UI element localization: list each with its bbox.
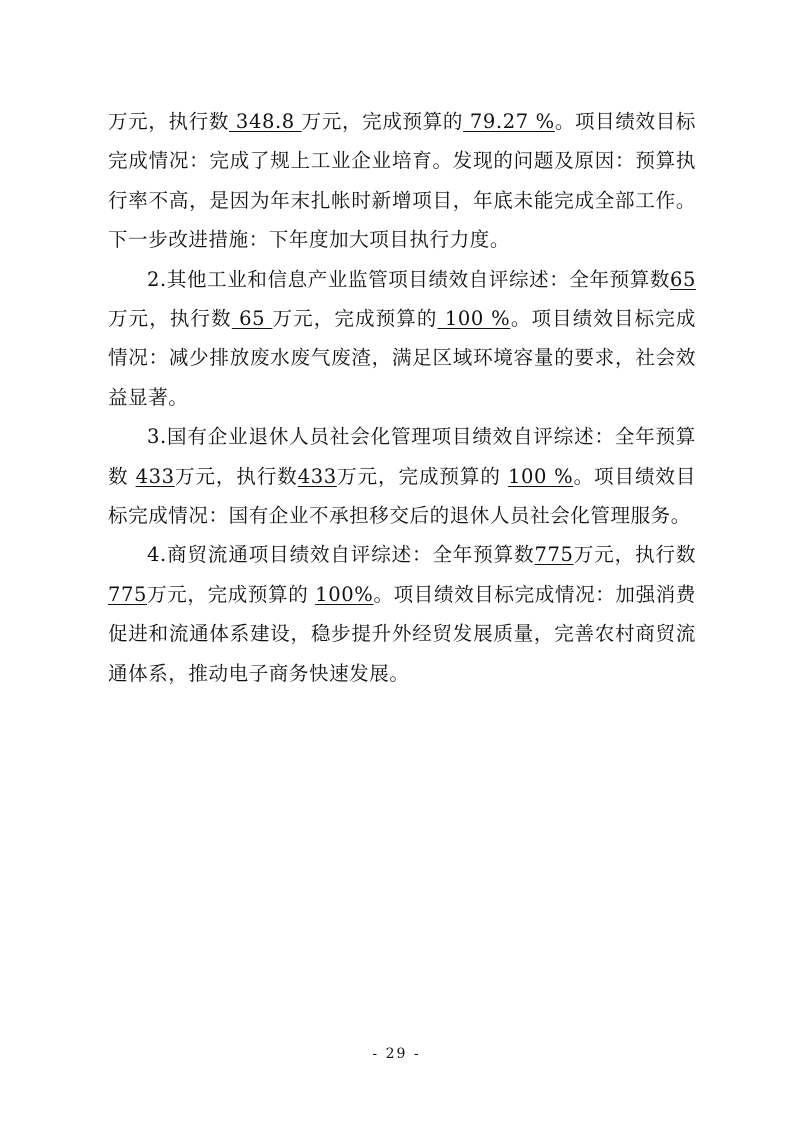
underlined-value: 100 % (507, 464, 574, 488)
underlined-value: 65 (231, 307, 273, 331)
text-run: 。项目绩效目标完成情况：加强消费促进和流通体系建设，稳步提升外经贸发展质量，完善农村商贸流通体系，推动电子商务快速发展。 (108, 582, 696, 685)
underlined-value: 433 (135, 464, 175, 488)
underlined-value: 100 % (437, 307, 511, 331)
text-run: 万元，完成预算的 (147, 582, 316, 606)
text-run: 万元，完成预算的 (336, 464, 508, 488)
text-run: 万元，完成预算的 (272, 307, 438, 331)
underlined-value: 65 (669, 267, 696, 291)
underlined-value: 433 (297, 464, 337, 488)
underlined-value: 775 (534, 543, 574, 567)
text-run: 3.国有企业退休人员社会化管理项目绩效自评综述：全年预算数 (108, 425, 696, 488)
text-run: 万元，执行数 (174, 464, 298, 488)
text-run: 。项目绩效目标完成情况：完成了规上工业企业培育。发现的问题及原因：预算执行率不高，是因为年末扎帐时新增项目，年底未能完成全部工作。下一步改进措施：下年度加大项目执行力度。 (108, 110, 696, 252)
underlined-value: 79.27 % (463, 110, 555, 133)
text-run: 4.商贸流通项目绩效自评综述：全年预算数 (147, 543, 535, 567)
text-run: 。项目绩效目标完成情况：国有企业不承担移交后的退休人员社会化管理服务。 (108, 464, 696, 528)
paragraph-item-3 (108, 417, 696, 535)
body-text (108, 102, 696, 693)
underlined-value: 775 (108, 582, 148, 606)
text-run: 。项目绩效目标完成情况：减少排放废水废气废渣，满足区域环境容量的要求，社会效益显著。 (108, 307, 696, 409)
text-run: 万元，执行数 (573, 543, 696, 567)
page-number: - 29 - (372, 1046, 421, 1062)
text-run: 万元，执行数 (108, 307, 232, 331)
text-run: 万元，完成预算的 (301, 110, 464, 133)
underlined-value: 100% (315, 582, 374, 606)
paragraph-item-4 (108, 535, 696, 693)
paragraph-item-2 (108, 260, 696, 418)
underlined-value: 348.8 (229, 110, 302, 133)
paragraph-continued (108, 102, 696, 260)
text-run: 万元，执行数 (108, 110, 230, 133)
text-run: 2.其他工业和信息产业监管项目绩效自评综述：全年预算数 (147, 267, 670, 291)
